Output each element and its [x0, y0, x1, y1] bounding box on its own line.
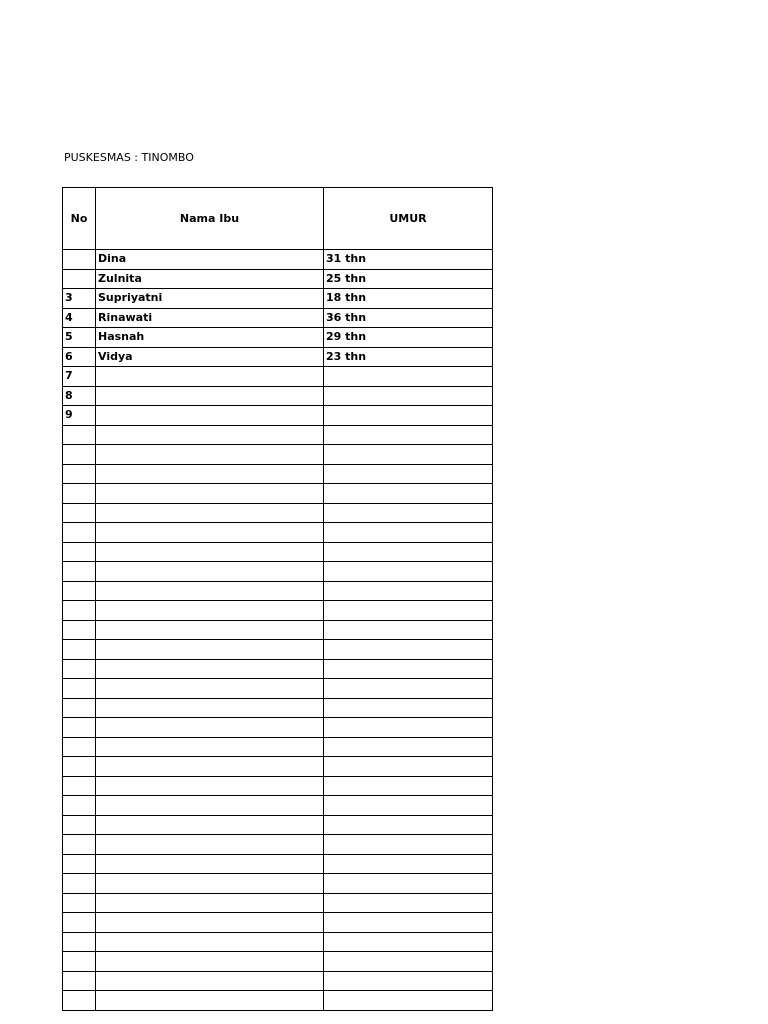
table-row — [63, 932, 493, 952]
table-row — [63, 835, 493, 855]
cell-name — [96, 991, 324, 1011]
cell-name — [96, 952, 324, 972]
cell-no — [63, 776, 96, 796]
cell-age — [324, 620, 493, 640]
cell-name — [96, 581, 324, 601]
cell-age — [324, 796, 493, 816]
cell-name — [96, 406, 324, 426]
cell-age: 25 thn — [324, 269, 493, 289]
cell-age — [324, 913, 493, 933]
cell-no: 8 — [63, 386, 96, 406]
cell-name — [96, 913, 324, 933]
cell-no — [63, 425, 96, 445]
table-row — [63, 874, 493, 894]
cell-name — [96, 737, 324, 757]
table-row — [63, 952, 493, 972]
table-row — [63, 425, 493, 445]
table-row — [63, 776, 493, 796]
table-row — [63, 737, 493, 757]
cell-name: Zulnita — [96, 269, 324, 289]
cell-no: 6 — [63, 347, 96, 367]
cell-name — [96, 601, 324, 621]
cell-age: 23 thn — [324, 347, 493, 367]
cell-name — [96, 425, 324, 445]
cell-age — [324, 445, 493, 465]
table-row — [63, 679, 493, 699]
cell-age — [324, 718, 493, 738]
cell-no — [63, 971, 96, 991]
cell-name — [96, 718, 324, 738]
cell-age — [324, 659, 493, 679]
table-row — [63, 367, 493, 387]
table-row — [63, 250, 493, 270]
cell-no — [63, 932, 96, 952]
cell-no — [63, 796, 96, 816]
table-row — [63, 386, 493, 406]
cell-age — [324, 737, 493, 757]
table-row — [63, 757, 493, 777]
cell-no — [63, 835, 96, 855]
table-row — [63, 289, 493, 309]
cell-no — [63, 445, 96, 465]
cell-name — [96, 542, 324, 562]
table-row — [63, 542, 493, 562]
cell-no: 4 — [63, 308, 96, 328]
table-row — [63, 640, 493, 660]
cell-age — [324, 679, 493, 699]
table-row — [63, 581, 493, 601]
table-row — [63, 445, 493, 465]
cell-name — [96, 367, 324, 387]
cell-age — [324, 835, 493, 855]
cell-age — [324, 464, 493, 484]
cell-age — [324, 581, 493, 601]
cell-age — [324, 367, 493, 387]
cell-no — [63, 503, 96, 523]
table-body — [63, 250, 493, 1011]
cell-no — [63, 484, 96, 504]
cell-age — [324, 815, 493, 835]
cell-name — [96, 484, 324, 504]
facility-heading: PUSKESMAS : TINOMBO — [64, 151, 194, 164]
cell-name: Vidya — [96, 347, 324, 367]
cell-no — [63, 464, 96, 484]
cell-no — [63, 542, 96, 562]
cell-age — [324, 562, 493, 582]
cell-no — [63, 250, 96, 270]
cell-no — [63, 523, 96, 543]
table-row — [63, 893, 493, 913]
cell-age — [324, 640, 493, 660]
cell-name — [96, 796, 324, 816]
table-row — [63, 796, 493, 816]
cell-age — [324, 776, 493, 796]
table-row — [63, 698, 493, 718]
cell-age — [324, 425, 493, 445]
table-row — [63, 484, 493, 504]
cell-name — [96, 932, 324, 952]
cell-name — [96, 523, 324, 543]
table-row — [63, 659, 493, 679]
cell-age — [324, 386, 493, 406]
cell-no — [63, 952, 96, 972]
cell-no — [63, 874, 96, 894]
cell-age — [324, 893, 493, 913]
cell-name — [96, 874, 324, 894]
table-row — [63, 503, 493, 523]
cell-name — [96, 815, 324, 835]
cell-age: 31 thn — [324, 250, 493, 270]
cell-no — [63, 757, 96, 777]
cell-age — [324, 932, 493, 952]
table-row — [63, 913, 493, 933]
table-row — [63, 718, 493, 738]
table-row — [63, 620, 493, 640]
table-row — [63, 601, 493, 621]
cell-age — [324, 971, 493, 991]
table-row — [63, 308, 493, 328]
cell-no — [63, 640, 96, 660]
cell-no — [63, 659, 96, 679]
table-row — [63, 991, 493, 1011]
table-row — [63, 347, 493, 367]
column-header-no: No — [63, 188, 96, 250]
cell-age — [324, 757, 493, 777]
cell-no — [63, 991, 96, 1011]
cell-age — [324, 484, 493, 504]
table-row — [63, 464, 493, 484]
cell-age: 18 thn — [324, 289, 493, 309]
cell-name: Rinawati — [96, 308, 324, 328]
cell-no — [63, 913, 96, 933]
cell-no — [63, 562, 96, 582]
cell-no: 3 — [63, 289, 96, 309]
cell-name: Hasnah — [96, 328, 324, 348]
cell-no: 5 — [63, 328, 96, 348]
table-row — [63, 269, 493, 289]
cell-name: Supriyatni — [96, 289, 324, 309]
cell-name — [96, 503, 324, 523]
cell-no — [63, 737, 96, 757]
cell-no — [63, 698, 96, 718]
mother-register-table — [62, 187, 493, 1011]
cell-name — [96, 854, 324, 874]
cell-name — [96, 971, 324, 991]
cell-no — [63, 269, 96, 289]
table-row — [63, 971, 493, 991]
cell-name — [96, 445, 324, 465]
cell-no — [63, 718, 96, 738]
cell-age — [324, 698, 493, 718]
table-row — [63, 815, 493, 835]
table-row — [63, 523, 493, 543]
cell-age — [324, 991, 493, 1011]
cell-age — [324, 503, 493, 523]
cell-name — [96, 386, 324, 406]
cell-name — [96, 620, 324, 640]
cell-no — [63, 679, 96, 699]
cell-age — [324, 952, 493, 972]
column-header-name: Nama Ibu — [96, 188, 324, 250]
cell-name — [96, 640, 324, 660]
table-row — [63, 562, 493, 582]
cell-no — [63, 854, 96, 874]
cell-age — [324, 542, 493, 562]
cell-name — [96, 679, 324, 699]
cell-age — [324, 874, 493, 894]
cell-no — [63, 815, 96, 835]
cell-age — [324, 406, 493, 426]
cell-no — [63, 893, 96, 913]
cell-no: 9 — [63, 406, 96, 426]
cell-name — [96, 893, 324, 913]
cell-name — [96, 659, 324, 679]
table-row — [63, 854, 493, 874]
cell-no: 7 — [63, 367, 96, 387]
cell-name — [96, 562, 324, 582]
cell-no — [63, 601, 96, 621]
table-header-row — [63, 188, 493, 250]
cell-name — [96, 698, 324, 718]
table-row — [63, 328, 493, 348]
cell-age: 29 thn — [324, 328, 493, 348]
table-row — [63, 406, 493, 426]
cell-age: 36 thn — [324, 308, 493, 328]
cell-name — [96, 757, 324, 777]
cell-no — [63, 620, 96, 640]
cell-name: Dina — [96, 250, 324, 270]
cell-name — [96, 464, 324, 484]
cell-name — [96, 776, 324, 796]
cell-age — [324, 854, 493, 874]
cell-age — [324, 523, 493, 543]
cell-age — [324, 601, 493, 621]
cell-name — [96, 835, 324, 855]
cell-no — [63, 581, 96, 601]
column-header-age: UMUR — [324, 188, 493, 250]
